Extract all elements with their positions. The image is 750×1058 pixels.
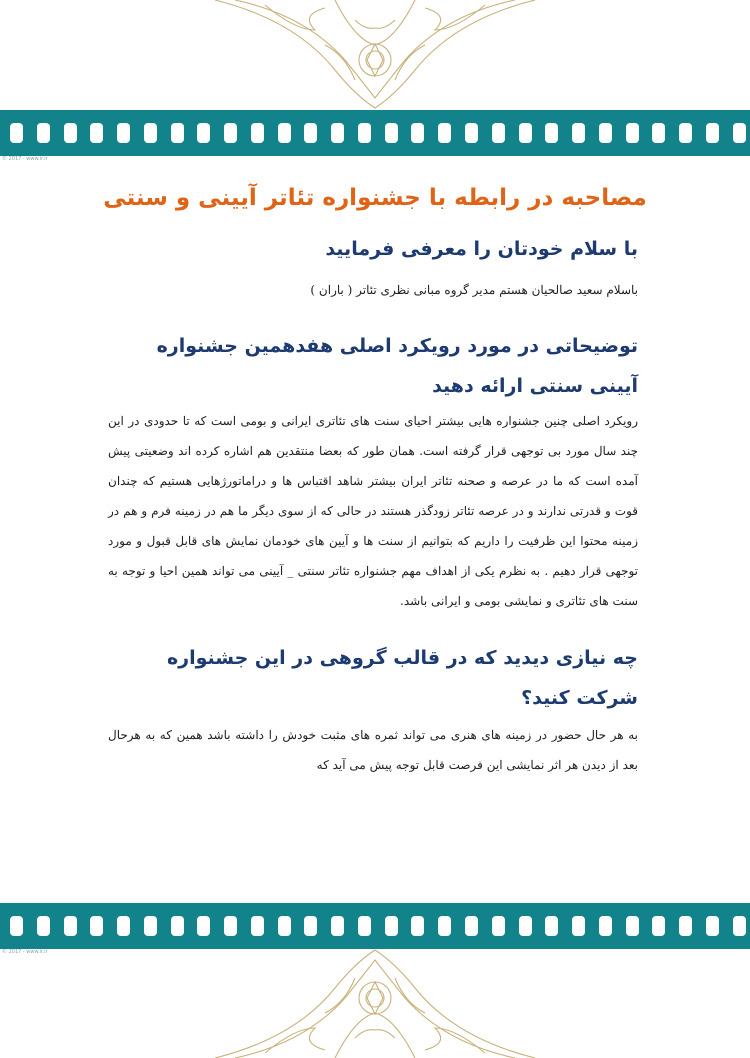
question-heading: چه نیازی دیدید که در قالب گروهی در این جشنواره شرکت کنید؟ — [166, 647, 638, 709]
question-heading: با سلام خودتان را معرفی فرمایید — [325, 238, 638, 260]
page-title: مصاحبه در رابطه با جشنواره تئاتر آیینی و سنتی — [103, 185, 647, 211]
film-strip-top — [0, 110, 750, 156]
answer-paragraph: رویکرد اصلی چنین جشنواره هایی بیشتر احیای سنت های تئاتری ایرانی و بومی است که تا حدودی در این چند سال مورد بی توجهی قرار گرفته است. همان طور که بعضا منتقدین هم اشاره کرده اند وضعیتی پیش آمده است که ما در عرصه و صحنه تئاتر ایران بیشتر شاهد اقتباس ها و دراماتورژهایی هستیم که چندان قوت و قدرتی ندارند و در عرصه تئاتر زودگذر هستند در حالی که از سوی دیگر ما هم در زمینه فرم و هم در زمینه محتوا این ظرفیت را داریم که بتوانیم از سنت ها و آیین های خودمان نمایش های قابل قبول و مورد توجهی قرار دهیم . به نظرم یکی از اهداف مهم جشنواره تئاتر سنتی _ آیینی می تواند همین احیا و توجه به سنت های تئاتری و نمایشی بومی و ایرانی باشد. — [108, 414, 638, 608]
question-heading: توضیحاتی در مورد رویکرد اصلی هفدهمین جشنواره آیینی سنتی ارائه دهید — [156, 335, 638, 397]
film-strip-caption: © 2017 - www.ir.ir — [2, 949, 48, 955]
article — [0, 160, 750, 900]
film-strip-holes — [10, 916, 746, 936]
decorative-arabesque-top — [205, 0, 545, 110]
film-strip-holes — [10, 123, 746, 143]
answer-paragraph: باسلام سعید صالحیان هستم مدیر گروه مبانی نظری تئاتر ( باران ) — [310, 283, 638, 297]
film-strip-bottom — [0, 903, 750, 949]
film-strip-caption: © 2017 - www.ir.ir — [2, 156, 48, 162]
answer-paragraph: به هر حال حضور در زمینه های هنری می تواند ثمره های مثبت خودش را داشته باشد همین که به هرحال بعد از دیدن هر اثر نمایشی این فرصت قابل توجه پیش می آید که — [108, 728, 638, 772]
decorative-arabesque-bottom — [205, 946, 545, 1058]
